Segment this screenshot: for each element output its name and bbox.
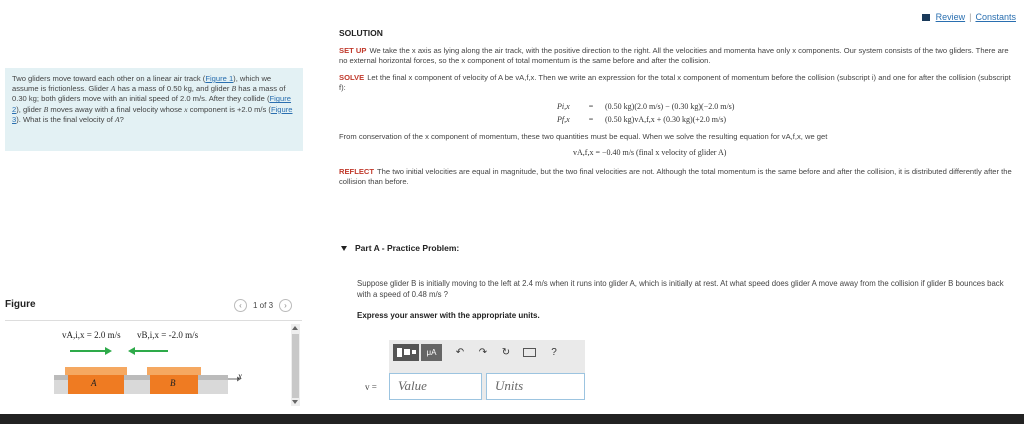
velocity-a-label: vA,i,x = 2.0 m/s	[62, 330, 121, 340]
problem-text: moves away with a final velocity whose	[48, 104, 185, 114]
problem-text: component is +2.0 m/s (	[187, 104, 271, 114]
keyboard-icon[interactable]	[523, 348, 536, 357]
chevron-left-icon[interactable]: ‹	[234, 299, 247, 312]
glider-a-top	[65, 367, 127, 375]
conservation-text: From conservation of the x component of momentum, these two quantities must be equal. When we solve the resulting equation for vA,f,x, we get	[339, 131, 828, 141]
figure-2-link[interactable]: Figure 2	[12, 94, 292, 114]
momentum-equations	[557, 100, 1017, 126]
figure-panel	[5, 320, 302, 406]
var-b: B	[231, 84, 237, 94]
value-input[interactable]: Value	[389, 373, 482, 400]
glider-diagram	[5, 337, 295, 407]
solution-title: SOLUTION	[339, 28, 383, 38]
problem-text: has a mass of 0.30 kg; both gliders move with an initial speed of 2.0 m/s. After they collide (	[12, 84, 286, 104]
problem-statement	[5, 68, 303, 151]
setup-paragraph	[339, 46, 1017, 67]
answer-instruction: Express your answer with the appropriate units.	[357, 311, 540, 320]
arrow-a-head	[105, 347, 112, 355]
problem-text: Two gliders move toward each other on a linear air track (	[12, 74, 206, 83]
var-b: B	[43, 104, 49, 114]
eq2-lhs: Pf,x	[557, 114, 570, 124]
link-separator: |	[969, 12, 972, 22]
constants-link[interactable]: Constants	[975, 12, 1016, 22]
review-link[interactable]: Review	[935, 12, 966, 22]
problem-text: ), glider	[16, 104, 44, 114]
problem-text: has a mass of 0.50 kg, and glider	[115, 84, 232, 94]
scroll-thumb[interactable]	[292, 334, 299, 398]
templates-icon[interactable]	[393, 344, 419, 361]
header-links	[922, 12, 1016, 22]
result-equation: vA,f,x = −0.40 m/s (final x velocity of glider A)	[573, 148, 727, 157]
scroll-up-icon[interactable]	[292, 326, 298, 330]
redo-icon[interactable]: ↷	[478, 346, 488, 358]
help-icon[interactable]: ?	[551, 346, 557, 358]
bottom-bar	[0, 414, 1024, 424]
figure-nav	[234, 299, 292, 312]
solve-keyword: SOLVE	[339, 72, 365, 82]
scroll-down-icon[interactable]	[292, 400, 298, 404]
arrow-b-head	[128, 347, 135, 355]
equation-initial	[557, 100, 1017, 113]
glider-a-label: A	[91, 378, 97, 388]
eq2-rhs: (0.50 kg)vA,f,x + (0.30 kg)(+2.0 m/s)	[605, 114, 727, 124]
glider-b-top	[147, 367, 201, 375]
part-a-toggle[interactable]	[341, 243, 459, 253]
undo-icon[interactable]: ↶	[455, 346, 465, 358]
solution-section	[339, 28, 1017, 194]
solve-text: Let the final x component of velocity of A be vA,f,x. Then we write an expression for the total x component of momentum before the collision (subscript i) and one for after the collision (subscript f):	[339, 72, 1011, 92]
figure-3-link[interactable]: Figure 3	[12, 104, 293, 124]
var-x: x	[184, 104, 188, 114]
chevron-right-icon[interactable]: ›	[279, 299, 292, 312]
problem-text: ?	[119, 114, 124, 124]
practice-question: Suppose glider B is initially moving to the left at 2.4 m/s when it runs into glider A, which is initially at rest. At what speed does glider A move away from the collision if glider B bounces back with a speed of 0.48 m/s ?	[357, 279, 1004, 299]
reflect-paragraph	[339, 167, 1017, 188]
eq1-op: =	[588, 101, 594, 111]
var-a: A	[110, 84, 116, 94]
answer-toolbar	[389, 340, 559, 364]
eq1-lhs: Pi,x	[557, 101, 570, 111]
reset-icon[interactable]: ↻	[501, 346, 511, 358]
figure-counter: 1 of 3	[253, 301, 274, 310]
part-a-title: Part A - Practice Problem:	[355, 243, 460, 253]
setup-keyword: SET UP	[339, 45, 367, 55]
figure-label: Figure	[5, 299, 36, 310]
equation-final	[557, 113, 1017, 126]
eq2-op: =	[588, 114, 594, 124]
figure-scrollbar[interactable]	[291, 324, 300, 406]
variable-label: v =	[365, 382, 377, 392]
problem-text: ). What is the final velocity of	[16, 114, 115, 124]
review-icon	[922, 14, 930, 21]
problem-text: ), which we assume is frictionless. Glider	[12, 74, 272, 94]
reflect-text: The two initial velocities are equal in magnitude, but the two final velocities are not. Although the total momentum is the same before and after the collision, it is distributed differently after the collision than before.	[339, 166, 1012, 186]
setup-text: We take the x axis as lying along the air track, with the positive direction to the right. All the velocities and momenta have only x components. Our system consists of the two gliders. There are no external horizontal forces, so the x component of total momentum is the same before and after the collision.	[339, 45, 1009, 65]
eq1-rhs: (0.50 kg)(2.0 m/s) − (0.30 kg)(−2.0 m/s)	[605, 101, 735, 111]
reflect-keyword: REFLECT	[339, 166, 375, 176]
units-input[interactable]: Units	[486, 373, 585, 400]
x-axis-label: x	[238, 371, 242, 381]
velocity-b-label: vB,i,x = -2.0 m/s	[137, 330, 199, 340]
caret-down-icon	[341, 246, 347, 251]
units-button[interactable]: μA	[421, 344, 442, 361]
var-a: A	[115, 114, 120, 124]
figure-1-link[interactable]: Figure 1	[205, 74, 234, 83]
glider-b-label: B	[170, 378, 176, 388]
solve-paragraph	[339, 73, 1017, 94]
